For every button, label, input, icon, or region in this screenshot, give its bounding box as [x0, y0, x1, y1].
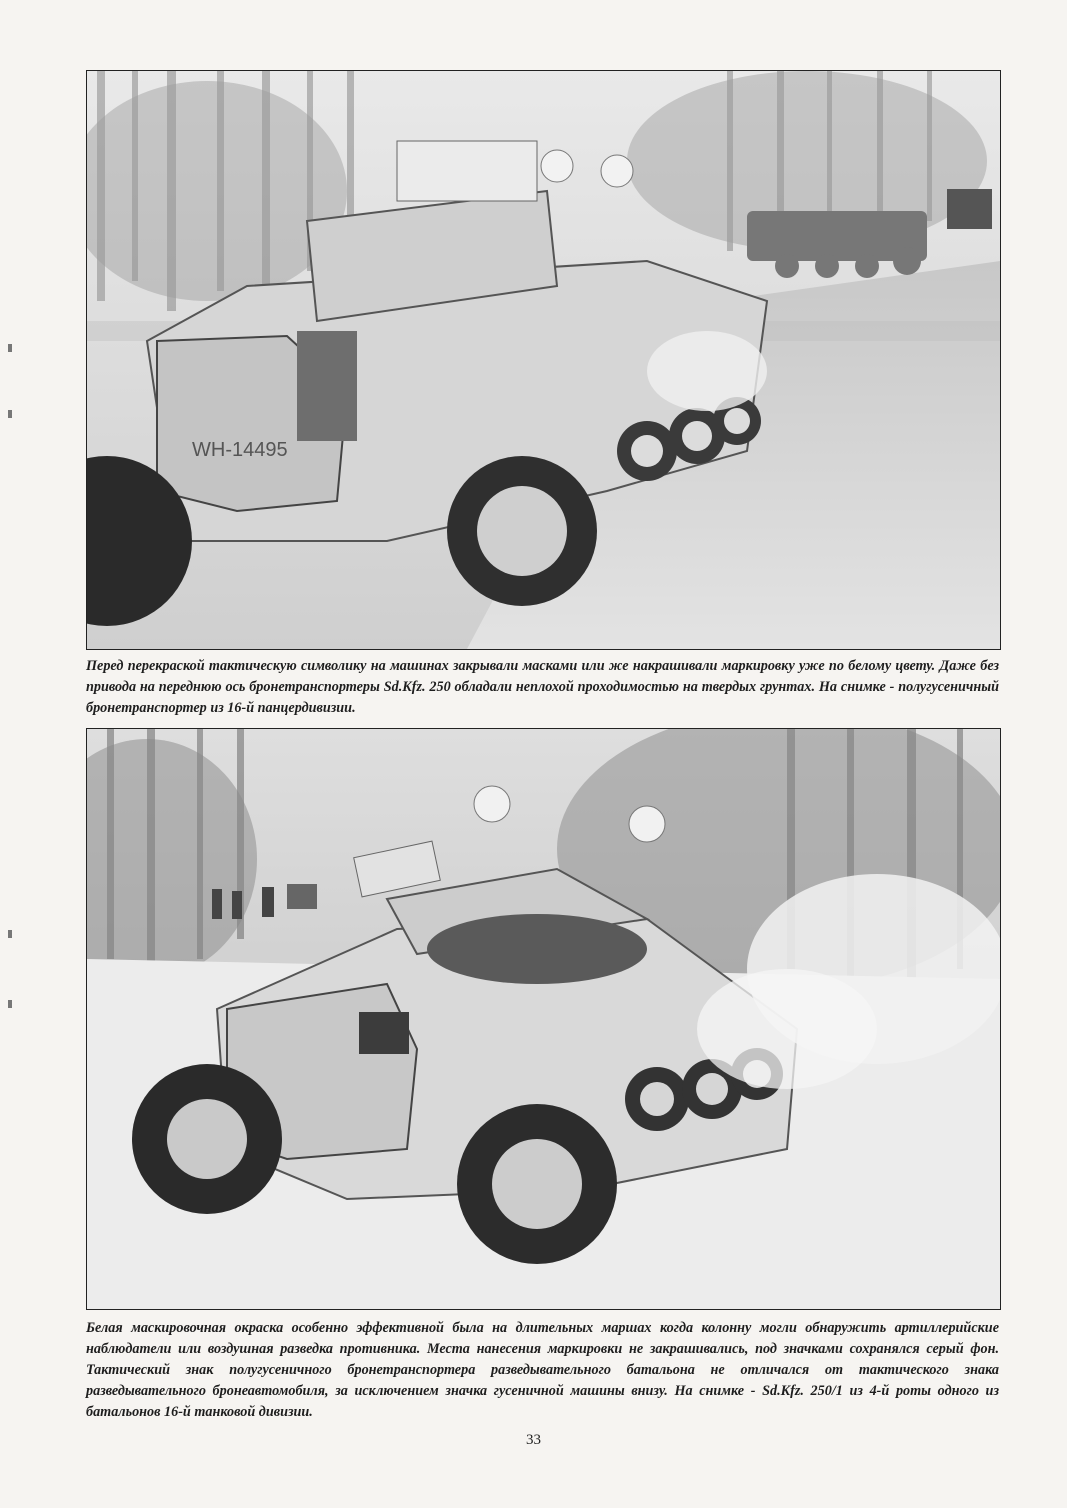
license-plate-text: WH-14495	[192, 439, 288, 461]
photo-halftrack-road	[86, 70, 1001, 650]
photo-halftrack-forest	[86, 728, 1001, 1310]
binding-mark	[8, 1000, 12, 1008]
page-number: 33	[526, 1432, 541, 1448]
photo-caption: Белая маскировочная окраска особенно эффективной была на длительных маршах когда колонну могли обнаружить артиллерийские наблюдатели или воздушная разведка противника. Места нанесения маркировки не закрашивались, под значками сохранялся серый фон. Тактический знак полугусеничного бронетранспортера разведывательного батальона не отличался от тактического знака разведывательного бронеавтомобиля, за исключением значка гусеничной машины внизу. На снимке - Sd.Kfz. 250/1 из 4-й роты одного из батальонов 16-й танковой дивизии.	[86, 1320, 999, 1420]
binding-mark	[8, 344, 12, 352]
photo-caption: Перед перекраской тактическую символику на машинах закрывали масками или же накрашивали маркировку уже по белому цвету. Даже без привода на переднюю ось бронетранспортеры Sd.Kfz. 250 обладали неплохой проходимостью на твердых грунтах. На снимке - полугусеничный бронетранспортер из 16-й панцердивизии.	[86, 658, 999, 716]
binding-mark	[8, 930, 12, 938]
binding-mark	[8, 410, 12, 418]
